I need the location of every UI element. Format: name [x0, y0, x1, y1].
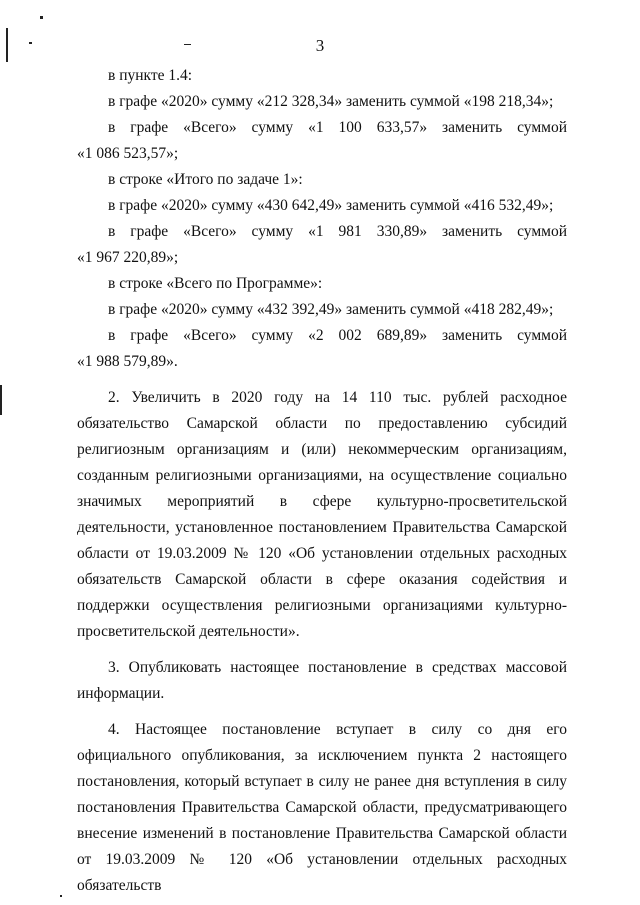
amendment-total-line: в графе «Всего» сумму «1 981 330,89» заменить суммой: [108, 223, 567, 240]
paragraph-4: 4. Настоящее постановление вступает в силу со дня его официального опубликования, за исключением пункта 2 настоящего постановления, который вступает в силу не ранее дня вступления в силу постановления Правительства Самарской области, предусматривающего внесение изменений в постановление Правительства Самарской области от 19.03.2009 № 120 «Об установлении отдельных расходных обязательств: [77, 721, 567, 894]
amendment-heading: в строке «Итого по задаче 1»:: [108, 171, 303, 188]
paragraph-gap: [77, 707, 567, 717]
amendment-total-line: в графе «Всего» сумму «1 100 633,57» заменить суммой: [108, 119, 567, 136]
scan-mark-left-bar: [0, 385, 2, 415]
document-body: [77, 63, 567, 899]
scan-mark-bottom-left: [60, 895, 62, 897]
amendment-year-line: в графе «2020» сумму «212 328,34» заменить суммой «198 218,34»;: [108, 93, 554, 110]
amendment-item-1-4: [77, 63, 567, 167]
amendment-total-value: «1 967 220,89»;: [77, 249, 179, 266]
amendment-year-line: в графе «2020» сумму «432 392,49» заменить суммой «418 282,49»;: [108, 301, 554, 318]
amendment-total-value: «1 988 579,89».: [77, 353, 178, 370]
scan-mark-top-left: [40, 16, 43, 19]
page-number: 3: [315, 36, 325, 55]
amendment-total-value: «1 086 523,57»;: [77, 145, 179, 162]
amendment-heading: в строке «Всего по Программе»:: [108, 275, 323, 292]
paragraph-gap: [77, 375, 567, 385]
amendment-program-total: [77, 271, 567, 375]
paragraph-gap: [77, 645, 567, 655]
paragraph-3: 3. Опубликовать настоящее постановление в средствах массовой информации.: [77, 659, 567, 702]
amendment-heading: в пункте 1.4:: [108, 67, 193, 84]
paragraph-2: 2. Увеличить в 2020 году на 14 110 тыс. рублей расходное обязательство Самарской области по предоставлению субсидий религиозным организациям и (или) некоммерческим организациям, созданным религиозными организациями, на осуществление социально значимых мероприятий в сфере культурно-просветительской деятельности, установленное постановлением Правительства Самарской области от 19.03.2009 № 120 «Об установлении отдельных расходных обязательств Самарской области в сфере оказания содействия и поддержки осуществления религиозными организациями культурно-просветительской деятельности».: [77, 389, 567, 640]
amendment-total-line: в графе «Всего» сумму «2 002 689,89» заменить суммой: [108, 327, 567, 344]
amendment-task-1-total: [77, 167, 567, 271]
amendment-year-line: в графе «2020» сумму «430 642,49» заменить суммой «416 532,49»;: [108, 197, 554, 214]
